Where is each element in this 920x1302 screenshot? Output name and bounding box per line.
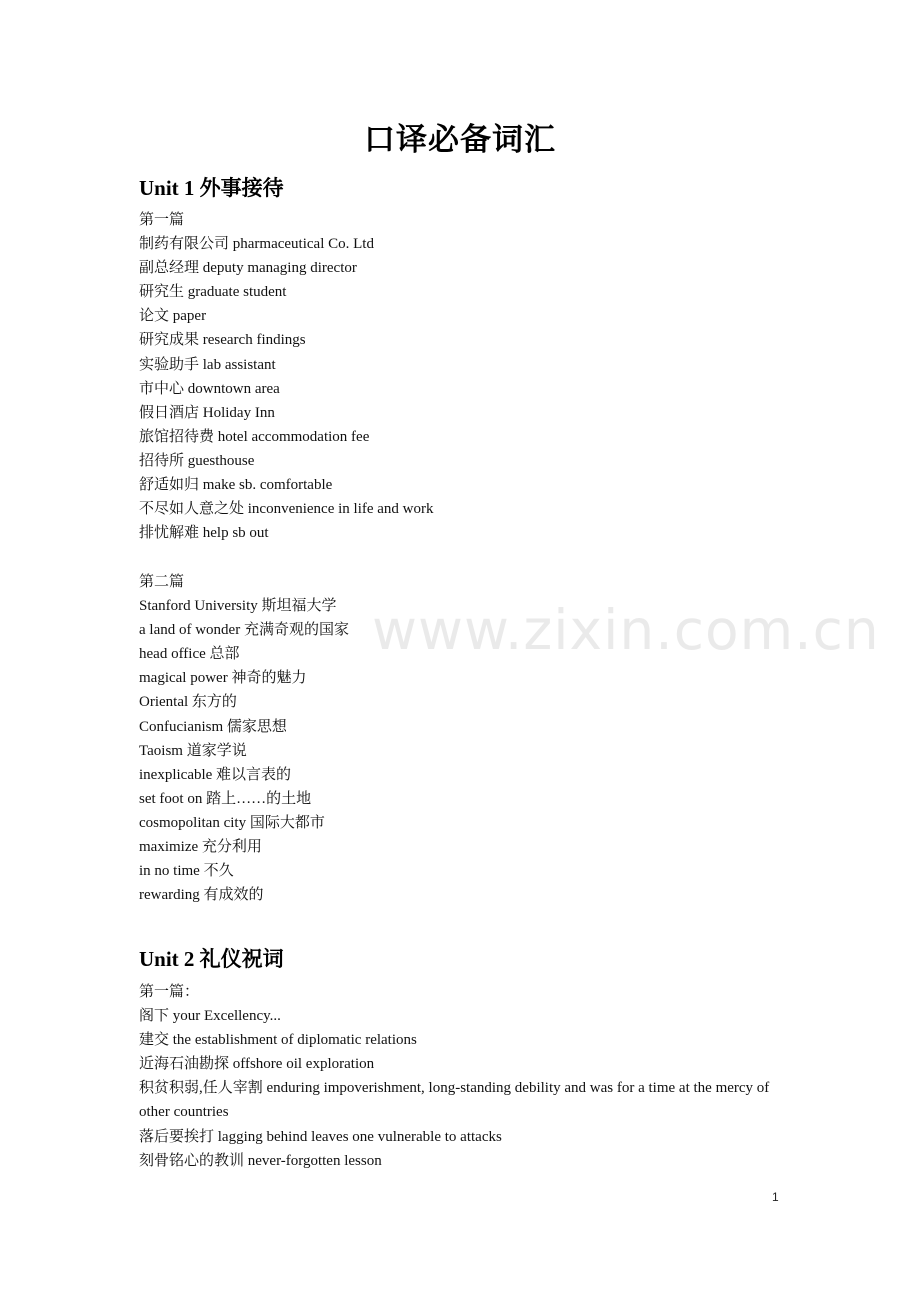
- vocab-line: magical power 神奇的魅力: [139, 670, 307, 687]
- vocab-line: 市中心 downtown area: [139, 380, 280, 397]
- watermark: www.zixin.com.cn: [372, 598, 880, 662]
- vocab-line: Taoism 道家学说: [139, 742, 247, 759]
- vocab-line: a land of wonder 充满奇观的国家: [139, 622, 349, 639]
- vocab-line: 实验助手 lab assistant: [139, 356, 276, 373]
- vocab-line: 积贫积弱,任人宰割 enduring impoverishment, long-standing debility and was for a time at the mercy of other countries: [139, 1080, 770, 1121]
- vocab-line: 建交 the establishment of diplomatic relations: [139, 1032, 417, 1049]
- vocab-line: in no time 不久: [139, 863, 234, 880]
- vocab-line: 研究生 graduate student: [139, 284, 287, 301]
- vocab-line: 刻骨铭心的教训 never-forgotten lesson: [139, 1152, 382, 1169]
- vocab-line: 旅馆招待费 hotel accommodation fee: [139, 428, 370, 445]
- unit-2-section-1: [139, 980, 789, 1173]
- vocab-line: 不尽如人意之处 inconvenience in life and work: [139, 501, 434, 518]
- unit-2-heading: Unit 2 礼仪祝词: [139, 947, 284, 971]
- vocab-line: Oriental 东方的: [139, 694, 237, 711]
- page-title: 口译必备词汇: [364, 122, 556, 158]
- vocab-line: Confucianism 儒家思想: [139, 718, 287, 735]
- vocab-line: 第一篇: [139, 212, 185, 228]
- vocab-line: 副总经理 deputy managing director: [139, 260, 357, 277]
- vocab-line: set foot on 踏上……的土地: [139, 790, 312, 807]
- vocab-line: Stanford University 斯坦福大学: [139, 598, 337, 615]
- vocab-line: 排忧解难 help sb out: [139, 525, 269, 542]
- vocab-line: maximize 充分利用: [139, 839, 262, 856]
- vocab-line: 研究成果 research findings: [139, 332, 306, 349]
- vocab-line: 招待所 guesthouse: [139, 452, 255, 469]
- vocab-line: 第二篇: [139, 574, 185, 590]
- vocab-line: inexplicable 难以言表的: [139, 766, 292, 783]
- vocab-line: 论文 paper: [139, 308, 207, 325]
- vocab-line: 舒适如归 make sb. comfortable: [139, 477, 333, 494]
- vocab-line: 落后要挨打 lagging behind leaves one vulnerable to attacks: [139, 1128, 502, 1145]
- unit-1-section-1: [139, 208, 789, 545]
- vocab-line: 近海石油勘探 offshore oil exploration: [139, 1056, 375, 1073]
- vocab-line: 阁下 your Excellency...: [139, 1008, 281, 1025]
- vocab-line: rewarding 有成效的: [139, 887, 264, 904]
- page-number: 1: [772, 1190, 779, 1204]
- vocab-line: head office 总部: [139, 646, 240, 663]
- unit-1-heading: Unit 1 外事接待: [139, 176, 284, 200]
- vocab-line: cosmopolitan city 国际大都市: [139, 814, 325, 831]
- vocab-line: 假日酒店 Holiday Inn: [139, 404, 275, 421]
- vocab-line: 制药有限公司 pharmaceutical Co. Ltd: [139, 236, 374, 253]
- vocab-line: 第一篇：: [139, 984, 200, 1000]
